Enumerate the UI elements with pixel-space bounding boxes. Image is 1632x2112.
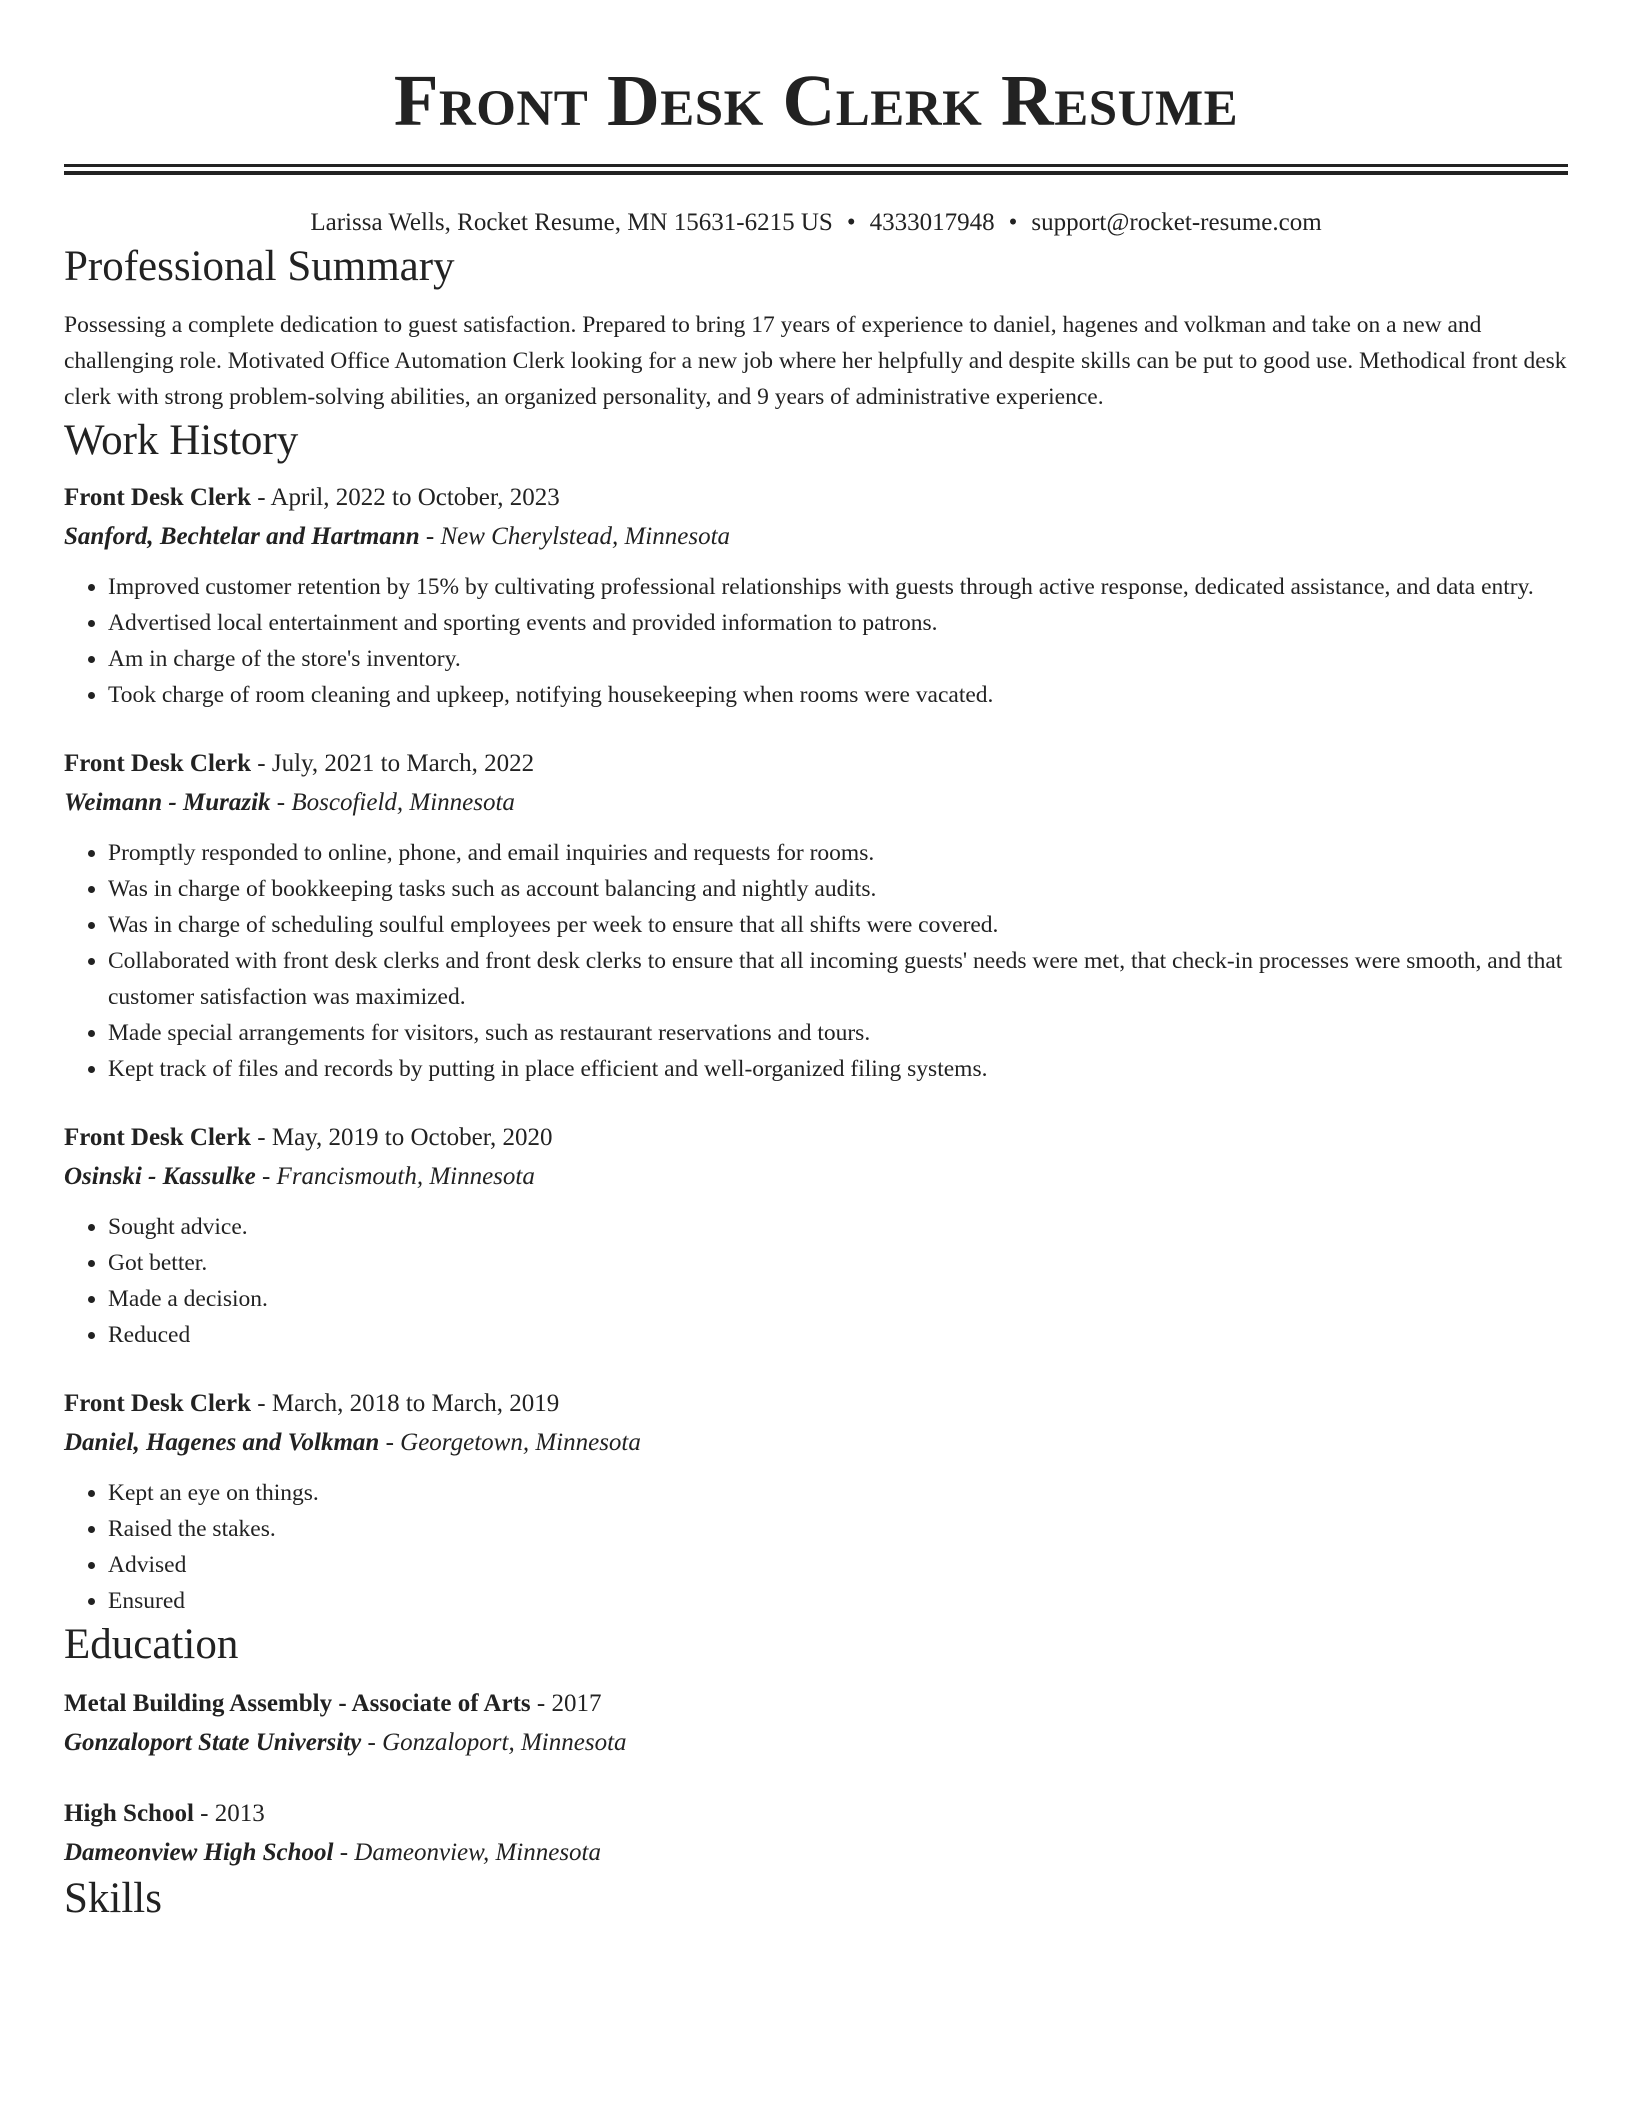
- job-bullets: [64, 1475, 1568, 1619]
- list-item: • Advertised local entertainment and sporting events and provided information to patrons.: [108, 605, 1568, 641]
- contact-address: Larissa Wells, Rocket Resume, MN 15631-6215 US: [310, 209, 833, 236]
- job-location: Georgetown, Minnesota: [400, 1429, 641, 1456]
- contact-email: support@rocket-resume.com: [1031, 209, 1322, 236]
- contact-separator: •: [1008, 209, 1018, 236]
- list-item: • Advised: [108, 1547, 1568, 1583]
- job-dates: July, 2021 to March, 2022: [271, 750, 535, 777]
- list-item: • Ensured: [108, 1583, 1568, 1619]
- list-item: • Made special arrangements for visitors, such as restaurant reservations and tours.: [108, 1015, 1568, 1051]
- job-dash: -: [251, 1390, 272, 1417]
- list-item: • Am in charge of the store's inventory.: [108, 641, 1568, 677]
- education-school: Gonzaloport State University: [64, 1729, 362, 1756]
- list-item: • Took charge of room cleaning and upkeep, notifying housekeeping when rooms were vacated.: [108, 677, 1568, 713]
- work-history-heading: Work History: [64, 417, 299, 464]
- list-item: • Sought advice.: [108, 1209, 1568, 1245]
- resume-title: Front Desk Clerk Resume: [393, 60, 1239, 141]
- job-company: Weimann - Murazik: [64, 789, 271, 816]
- job-company: Sanford, Bechtelar and Hartmann: [64, 523, 420, 550]
- education-location: Gonzaloport, Minnesota: [382, 1729, 627, 1756]
- list-item: • Collaborated with front desk clerks and front desk clerks to ensure that all incoming guests' needs were met, that check-in processes were smooth, and that customer satisfaction was maximized.: [108, 943, 1568, 1015]
- list-item: • Promptly responded to online, phone, and email inquiries and requests for rooms.: [108, 835, 1568, 871]
- job-title: Front Desk Clerk: [64, 1390, 252, 1417]
- list-item: • Kept an eye on things.: [108, 1475, 1568, 1511]
- job-company-line: [64, 1157, 1568, 1197]
- job-bullets: [64, 835, 1568, 1087]
- education-dash: -: [193, 1800, 215, 1827]
- contact-separator: •: [846, 209, 856, 236]
- job-bullets: [64, 1209, 1568, 1353]
- job-title-line: [64, 1385, 1568, 1423]
- list-item: • Got better.: [108, 1245, 1568, 1281]
- list-item: • Improved customer retention by 15% by cultivating professional relationships with guests through active response, dedicated assistance, and data entry.: [108, 569, 1568, 605]
- education-location: Dameonview, Minnesota: [354, 1839, 602, 1866]
- job-dash: -: [251, 750, 272, 777]
- list-item: • Was in charge of bookkeeping tasks such as account balancing and nightly audits.: [108, 871, 1568, 907]
- job-dash: -: [255, 1163, 277, 1190]
- job-dates: May, 2019 to October, 2020: [271, 1124, 553, 1151]
- education-year: 2017: [551, 1690, 602, 1717]
- job-dash: -: [419, 523, 441, 550]
- job-company-line: [64, 517, 1568, 557]
- list-item: • Reduced: [108, 1317, 1568, 1353]
- list-item: • Raised the stakes.: [108, 1511, 1568, 1547]
- education-year: 2013: [214, 1800, 265, 1827]
- job-location: Francismouth, Minnesota: [276, 1163, 535, 1190]
- contact-line: [64, 205, 1568, 241]
- job-location: New Cherylstead, Minnesota: [440, 523, 731, 550]
- job-location: Boscofield, Minnesota: [291, 789, 515, 816]
- job-dash: -: [270, 789, 292, 816]
- education-entry: [64, 1795, 1568, 1873]
- education-heading: Education: [64, 1621, 239, 1668]
- education-degree-line: [64, 1795, 1568, 1833]
- education-school: Dameonview High School: [64, 1839, 334, 1866]
- job-dash: -: [251, 484, 271, 511]
- skills-heading: Skills: [64, 1875, 162, 1922]
- list-item: • Made a decision.: [108, 1281, 1568, 1317]
- job-company-line: [64, 1423, 1568, 1463]
- education-entry: [64, 1685, 1568, 1763]
- job-bullets: [64, 569, 1568, 713]
- list-item: • Kept track of files and records by putting in place efficient and well-organized filing systems.: [108, 1051, 1568, 1087]
- education-school-line: [64, 1723, 1568, 1763]
- education-degree: Metal Building Assembly - Associate of Arts: [64, 1690, 531, 1717]
- job-title-line: [64, 479, 1568, 517]
- title-double-rule: [64, 164, 1568, 175]
- education-degree: High School: [64, 1800, 194, 1827]
- job-company-line: [64, 783, 1568, 823]
- job-title-line: [64, 1119, 1568, 1157]
- job-entry: [64, 1119, 1568, 1353]
- job-title: Front Desk Clerk: [64, 750, 252, 777]
- job-company: Osinski - Kassulke: [64, 1163, 256, 1190]
- summary-heading: Professional Summary: [64, 243, 455, 290]
- job-dates: March, 2018 to March, 2019: [271, 1390, 560, 1417]
- job-title: Front Desk Clerk: [64, 484, 252, 511]
- job-dash: -: [251, 1124, 272, 1151]
- job-dash: -: [379, 1429, 401, 1456]
- job-entry: [64, 745, 1568, 1087]
- education-dash: -: [530, 1690, 552, 1717]
- job-title-line: [64, 745, 1568, 783]
- list-item: • Was in charge of scheduling soulful employees per week to ensure that all shifts were covered.: [108, 907, 1568, 943]
- education-degree-line: [64, 1685, 1568, 1723]
- education-dash: -: [361, 1729, 383, 1756]
- resume-page: [64, 0, 1568, 1925]
- education-dash: -: [333, 1839, 355, 1866]
- summary-text: Possessing a complete dedication to guest satisfaction. Prepared to bring 17 years of experience to daniel, hagenes and volkman and take on a new and challenging role. Motivated Office Automation Clerk looking for a new job where her helpfully and despite skills can be put to good use. Methodical front desk clerk with strong problem-solving abilities, an organized personality, and 9 years of administrative experience.: [64, 312, 1567, 410]
- job-dates: April, 2022 to October, 2023: [270, 484, 560, 511]
- job-entry: [64, 479, 1568, 713]
- job-entry: [64, 1385, 1568, 1619]
- contact-phone: 4333017948: [869, 209, 995, 236]
- job-company: Daniel, Hagenes and Volkman: [64, 1429, 380, 1456]
- education-school-line: [64, 1833, 1568, 1873]
- job-title: Front Desk Clerk: [64, 1124, 252, 1151]
